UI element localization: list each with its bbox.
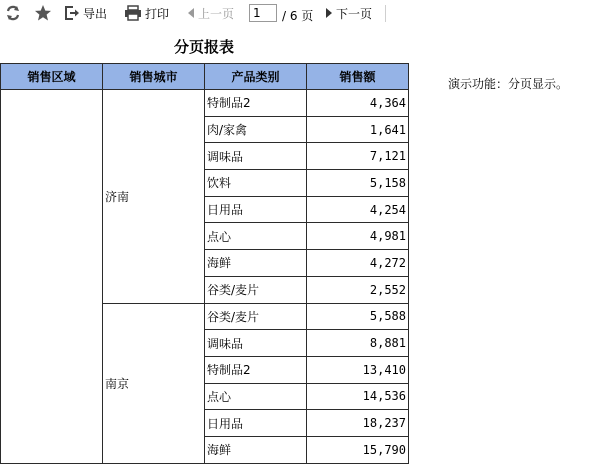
amount-cell: 8,881 — [307, 330, 409, 357]
category-cell: 调味品 — [205, 330, 307, 357]
printer-icon — [124, 5, 142, 21]
page-total: / 6 页 — [282, 9, 314, 23]
amount-cell: 2,552 — [307, 276, 409, 303]
print-label: 打印 — [145, 6, 170, 21]
category-cell: 调味品 — [205, 143, 307, 170]
amount-cell: 4,272 — [307, 250, 409, 277]
category-cell: 点心 — [205, 383, 307, 410]
category-cell: 饮料 — [205, 170, 307, 197]
category-cell: 特制品2 — [205, 356, 307, 383]
table-row — [1, 90, 409, 117]
amount-cell: 5,158 — [307, 170, 409, 197]
amount-cell: 13,410 — [307, 356, 409, 383]
refresh-icon[interactable] — [3, 3, 23, 23]
export-label: 导出 — [83, 6, 108, 21]
category-cell: 点心 — [205, 223, 307, 250]
category-cell: 肉/家禽 — [205, 116, 307, 143]
category-cell: 海鲜 — [205, 250, 307, 277]
export-icon — [64, 5, 80, 21]
column-header: 销售额 — [307, 64, 409, 90]
toolbar — [0, 0, 614, 28]
print-button[interactable] — [124, 3, 169, 23]
toolbar-separator — [385, 5, 386, 22]
next-page-label: 下一页 — [336, 6, 373, 21]
next-page-button[interactable] — [325, 3, 372, 23]
column-header: 产品类别 — [205, 64, 307, 90]
amount-cell: 1,641 — [307, 116, 409, 143]
export-button[interactable] — [64, 3, 107, 23]
triangle-left-icon — [187, 7, 195, 19]
report-table — [0, 63, 409, 464]
category-cell: 日用品 — [205, 410, 307, 437]
prev-page-label: 上一页 — [198, 6, 235, 21]
page-number-input[interactable] — [249, 4, 277, 22]
amount-cell: 4,254 — [307, 196, 409, 223]
column-header: 销售城市 — [103, 64, 205, 90]
table-header-row — [1, 64, 409, 90]
category-cell: 谷类/麦片 — [205, 276, 307, 303]
prev-page-button[interactable] — [187, 3, 234, 23]
demo-note: 演示功能：分页显示。 — [448, 77, 569, 91]
column-header: 销售区域 — [1, 64, 103, 90]
amount-cell: 4,981 — [307, 223, 409, 250]
star-icon[interactable] — [33, 3, 53, 23]
region-cell — [1, 90, 103, 464]
amount-cell: 14,536 — [307, 383, 409, 410]
amount-cell: 7,121 — [307, 143, 409, 170]
amount-cell: 5,588 — [307, 303, 409, 330]
category-cell: 谷类/麦片 — [205, 303, 307, 330]
category-cell: 日用品 — [205, 196, 307, 223]
category-cell: 特制品2 — [205, 90, 307, 117]
amount-cell: 4,364 — [307, 90, 409, 117]
city-cell: 南京 — [103, 303, 205, 463]
triangle-right-icon — [325, 7, 333, 19]
city-cell: 济南 — [103, 90, 205, 304]
amount-cell: 15,790 — [307, 436, 409, 463]
amount-cell: 18,237 — [307, 410, 409, 437]
category-cell: 海鲜 — [205, 436, 307, 463]
report-title: 分页报表 — [173, 38, 234, 56]
